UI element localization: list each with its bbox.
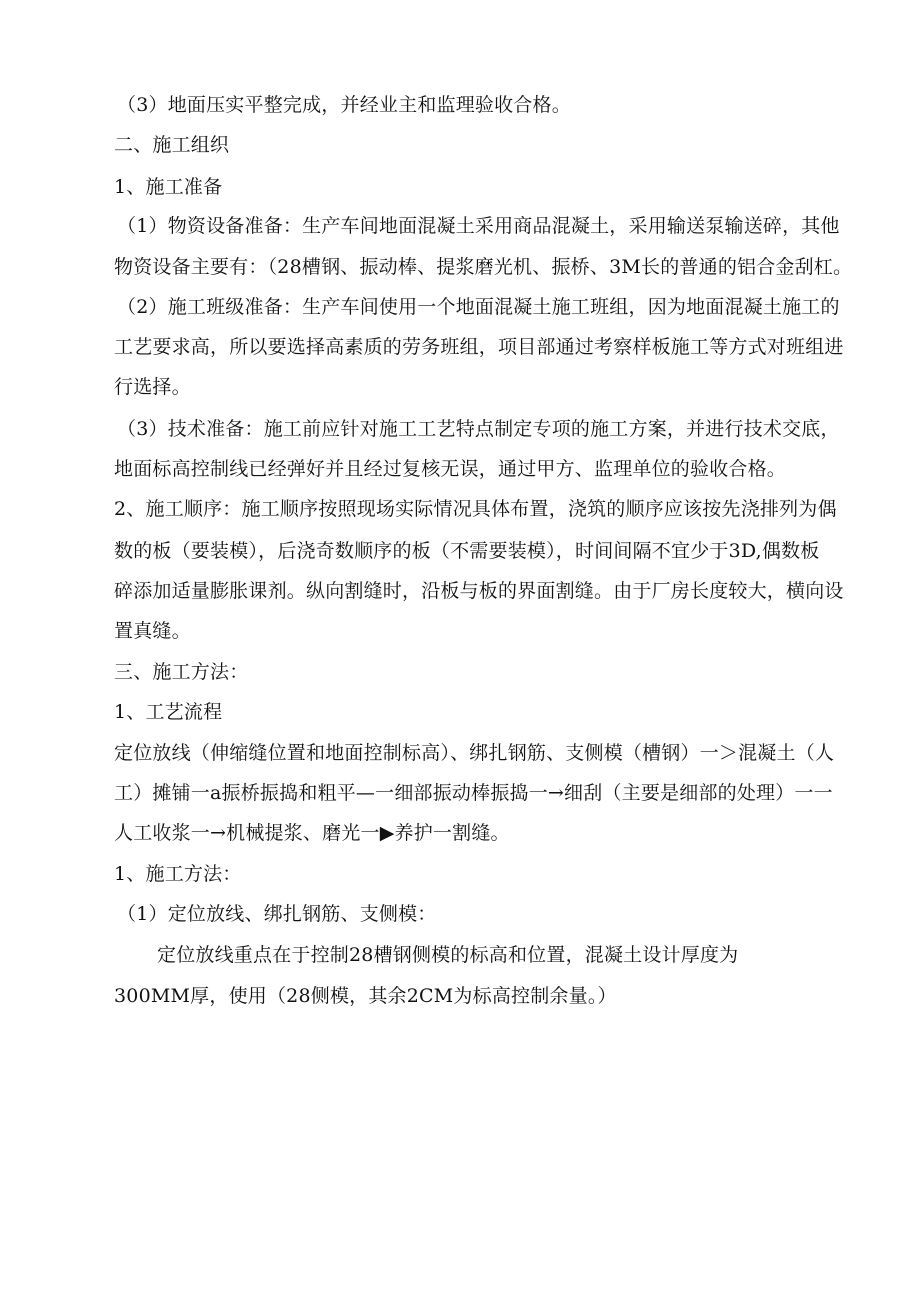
text-line-sequence-1: 2、施工顺序：施工顺序按照现场实际情况具体布置，浇筑的顺序应该按先浇排列为偶 [114, 498, 837, 520]
text-line-positioning-2: 300MM厚，使用（28侧模，其余2CM为标高控制余量。） [114, 985, 617, 1007]
text-line-sequence-4: 置真缝。 [114, 620, 191, 642]
heading-construction-organization: 二、施工组织 [114, 134, 230, 156]
text-line-team-prep-3: 行选择。 [114, 376, 191, 398]
text-line-technical-prep-1: （3）技术准备：施工前应针对施工工艺特点制定专项的施工方案，并进行技术交底， [117, 418, 840, 440]
subheading-construction-preparation: 1、施工准备 [114, 176, 223, 198]
text-line-positioning-1: 定位放线重点在于控制28槽钢侧模的标高和位置，混凝土设计厚度为 [157, 944, 739, 966]
text-line-technical-prep-2: 地面标高控制线已经弹好并且经过复核无误，通过甲方、监理单位的验收合格。 [114, 458, 787, 480]
text-line-acceptance: （3）地面压实平整完成，并经业主和监理验收合格。 [117, 94, 571, 116]
subheading-process-flow: 1、工艺流程 [114, 701, 223, 723]
text-line-team-prep-2: 工艺要求高，所以要选择高素质的劳务班组，项目部通过考察样板施工等方式对班组进 [114, 336, 844, 358]
text-line-sequence-3: 碎添加适量膨胀课剂。纵向割缝时，沿板与板的界面割缝。由于厂房长度较大，横向设 [114, 580, 844, 602]
text-line-process-flow-3: 人工收浆一→机械提浆、磨光一▶养护一割缝。 [114, 822, 510, 844]
text-line-team-prep-1: （2）施工班级准备：生产车间使用一个地面混凝土施工班组，因为地面混凝土施工的 [117, 296, 840, 318]
heading-construction-method: 三、施工方法： [114, 661, 249, 683]
text-line-material-prep-2: 物资设备主要有：（28槽钢、振动棒、提浆磨光机、振桥、3M长的普通的铝合金刮杠。 [114, 256, 853, 278]
subheading-positioning-layout: （1）定位放线、绑扎钢筋、支侧模： [117, 903, 437, 925]
text-line-material-prep-1: （1）物资设备准备：生产车间地面混凝土采用商品混凝土，采用输送泵输送碎，其他 [117, 215, 840, 237]
subheading-construction-method: 1、施工方法： [114, 863, 242, 885]
text-line-process-flow-2: 工）摊铺一a振桥振捣和粗平—一细部振动棒振捣一→细刮（主要是细部的处理）一一 [114, 782, 833, 804]
text-line-sequence-2: 数的板（要装模），后浇奇数顺序的板（不需要装模），时间间隔不宜少于3D,偶数板 [114, 540, 820, 562]
text-line-process-flow-1: 定位放线（伸缩缝位置和地面控制标高）、绑扎钢筋、支侧模（槽钢）一＞混凝土（人 [114, 742, 835, 764]
